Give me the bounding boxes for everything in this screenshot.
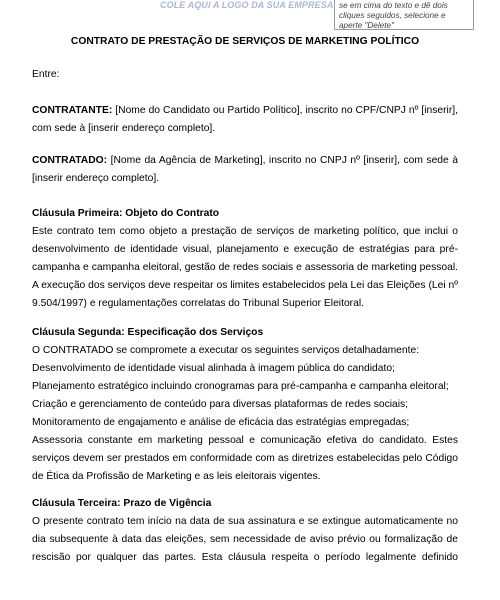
clause-2-item: Criação e gerenciamento de conteúdo para diversas plataformas de redes sociais; (32, 399, 409, 410)
contratado-label: CONTRATADO: (32, 155, 108, 166)
clause-1 (32, 205, 458, 313)
clause-3 (32, 495, 458, 567)
contratado-text: [Nome da Agência de Marketing], inscrito no CNPJ nº [inserir], com sede à [inserir endereço completo]. (32, 155, 458, 184)
contratante-text: [Nome do Candidato ou Partido Político], inscrito no CPF/CNPJ nº [inserir], com sede à [inserir endereço completo]. (32, 105, 458, 134)
entre-label: Entre: (32, 69, 60, 80)
contratante-paragraph (32, 102, 458, 138)
clause-1-title: Cláusula Primeira: Objeto do Contrato (32, 208, 220, 219)
clause-2-item: Planejamento estratégico incluindo cronogramas para pré-campanha e campanha eleitoral; (32, 381, 449, 392)
clause-2-closing: Assessoria constante em marketing pessoal e comunicação efetiva do candidato. Estes serviços devem ser prestados em conformidade com as diretrizes estabelecidas pelo Código de Ética da Profissão de Marketing e as leis eleitorais vigentes. (32, 435, 458, 482)
clause-1-text: Este contrato tem como objeto a prestação de serviços de marketing político, que inclui o desenvolvimento de identidade visual, planejamento e execução de estratégias para pré-campanha e campanha eleitoral, gestão de redes sociais e assessoria de marketing pessoal. A execução dos serviços deve respeitar os limites estabelecidos pela Lei das Eleições (Lei nº 9.504/1997) e regulamentações correlatas do Tribunal Superior Eleitoral. (32, 226, 458, 309)
document-title: CONTRATO DE PRESTAÇÃO DE SERVIÇOS DE MARKETING POLÍTICO (70, 36, 420, 47)
instruction-note-box: se em cima do texto e dê dois cliques seguidos, selecione e aperte "Delete" (334, 0, 474, 30)
clause-2-title: Cláusula Segunda: Especificação dos Serviços (32, 327, 264, 338)
clause-2 (32, 324, 458, 486)
clause-3-text: O presente contrato tem início na data de sua assinatura e se extingue automaticamente no dia subsequente à data das eleições, sem necessidade de aviso prévio ou formalização de rescisão por qualquer das partes. Esta cláusula respeita o período legalmente definido (32, 516, 458, 563)
clause-3-title: Cláusula Terceira: Prazo de Vigência (32, 498, 212, 509)
logo-placeholder: COLE AQUI A LOGO DA SUA EMPRESA (160, 0, 334, 10)
clause-2-item: Monitoramento de engajamento e análise de eficácia das estratégias empregadas; (32, 417, 410, 428)
contratante-label: CONTRATANTE: (32, 105, 113, 116)
contratado-paragraph (32, 152, 458, 188)
clause-2-intro: O CONTRATADO se compromete a executar os seguintes serviços detalhadamente: (32, 345, 420, 356)
clause-2-item: Desenvolvimento de identidade visual alinhada à imagem pública do candidato; (32, 363, 395, 374)
